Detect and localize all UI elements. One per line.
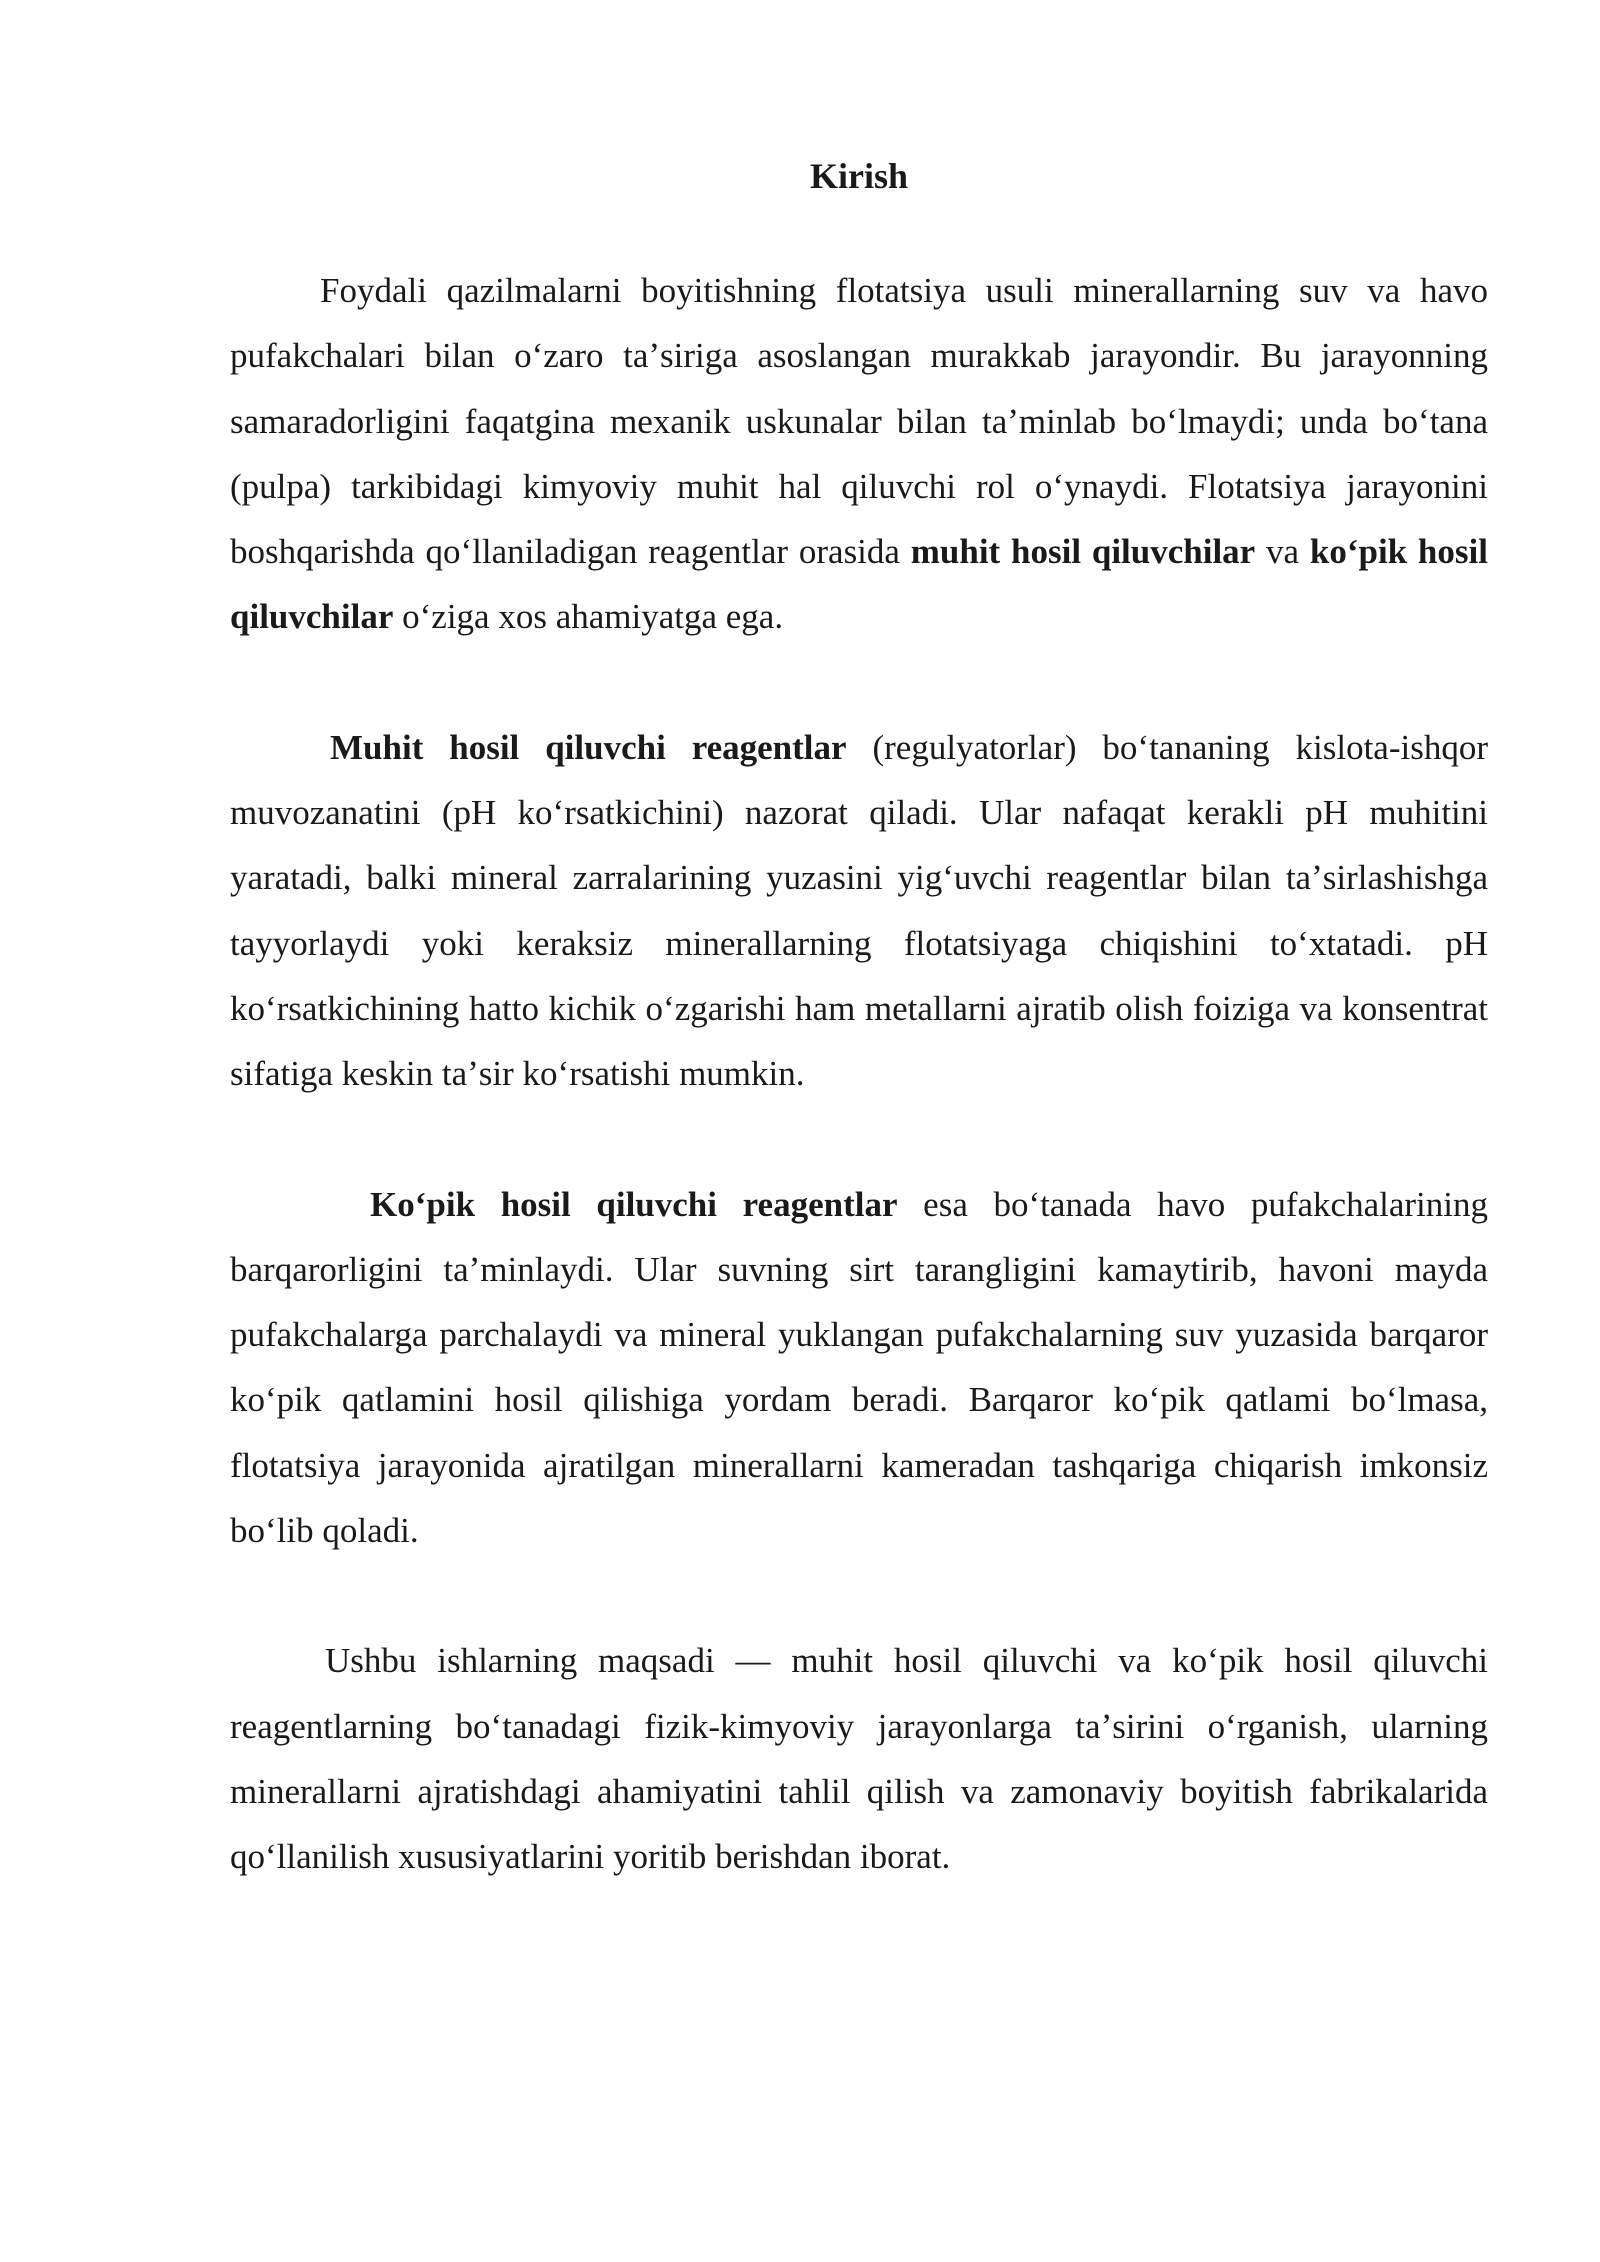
term-environment-regulators: muhit hosil qiluvchilar xyxy=(910,532,1256,572)
document-page xyxy=(230,150,1488,1890)
term-frothers: koʻpik hosil qiluvchilar xyxy=(230,532,1488,637)
paragraph-intro-text-b: va xyxy=(1255,532,1310,572)
paragraph-regulators xyxy=(230,715,1488,1107)
paragraph-frothers xyxy=(230,1172,1488,1564)
page-title: Kirish xyxy=(809,156,908,196)
paragraph-regulators-text: (regulyatorlar) boʻtananing kislota-ishqor muvozanatini (pH koʻrsatkichini) nazorat qiladi. Ular nafaqat kerakli pH muhitini yaratadi, balki mineral zarralarining yuzasini yigʻuvchi reagentlar bilan taʼsirlashishga tayyorlaydi yoki keraksiz minerallarning flotatsiyaga chiqishini toʻxtatadi. pH koʻrsatkichining hatto kichik oʻzgarishi ham metallarni ajratib olish foiziga va konsentrat sifatiga keskin taʼsir koʻrsatishi mumkin. xyxy=(230,727,1488,1094)
paragraph-goal: Ushbu ishlarning maqsadi — muhit hosil qiluvchi va koʻpik hosil qiluvchi reagentlarning boʻtanadagi fizik-kimyoviy jarayonlarga taʼsirini oʻrganish, ularning minerallarni ajratishdagi ahamiyatini tahlil qilish va zamonaviy boyitish fabrikalarida qoʻllanilish xususiyatlarini yoritib berishdan iborat. xyxy=(230,1641,1488,1877)
term-regulator-reagents: Muhit hosil qiluvchi reagentlar xyxy=(330,727,847,767)
paragraph-intro-text-a: Foydali qazilmalarni boyitishning flotatsiya usuli minerallarning suv va havo pufakchalari bilan oʻzaro taʼsiriga asoslangan murakkab jarayondir. Bu jarayonning samaradorligini faqatgina mexanik uskunalar bilan taʼminlab boʻlmaydi; unda boʻtana (pulpa) tarkibidagi kimyoviy muhit hal qiluvchi rol oʻynaydi. Flotatsiya jarayonini boshqarishda qoʻllaniladigan reagentlar orasida xyxy=(230,271,1488,572)
paragraph-intro xyxy=(230,258,1488,650)
paragraph-intro-text-c: oʻziga xos ahamiyatga ega. xyxy=(393,597,784,637)
paragraph-frothers-text: esa boʻtanada havo pufakchalarining barqarorligini taʼminlaydi. Ular suvning sirt tarangligini kamaytirib, havoni mayda pufakchalarga parchalaydi va mineral yuklangan pufakchalarning suv yuzasida barqaror koʻpik qatlamini hosil qilishiga yordam beradi. Barqaror koʻpik qatlami boʻlmasa, flotatsiya jarayonida ajratilgan minerallarni kameradan tashqariga chiqarish imkonsiz boʻlib qoladi. xyxy=(230,1184,1488,1551)
term-frother-reagents: Koʻpik hosil qiluvchi reagentlar xyxy=(370,1184,898,1224)
